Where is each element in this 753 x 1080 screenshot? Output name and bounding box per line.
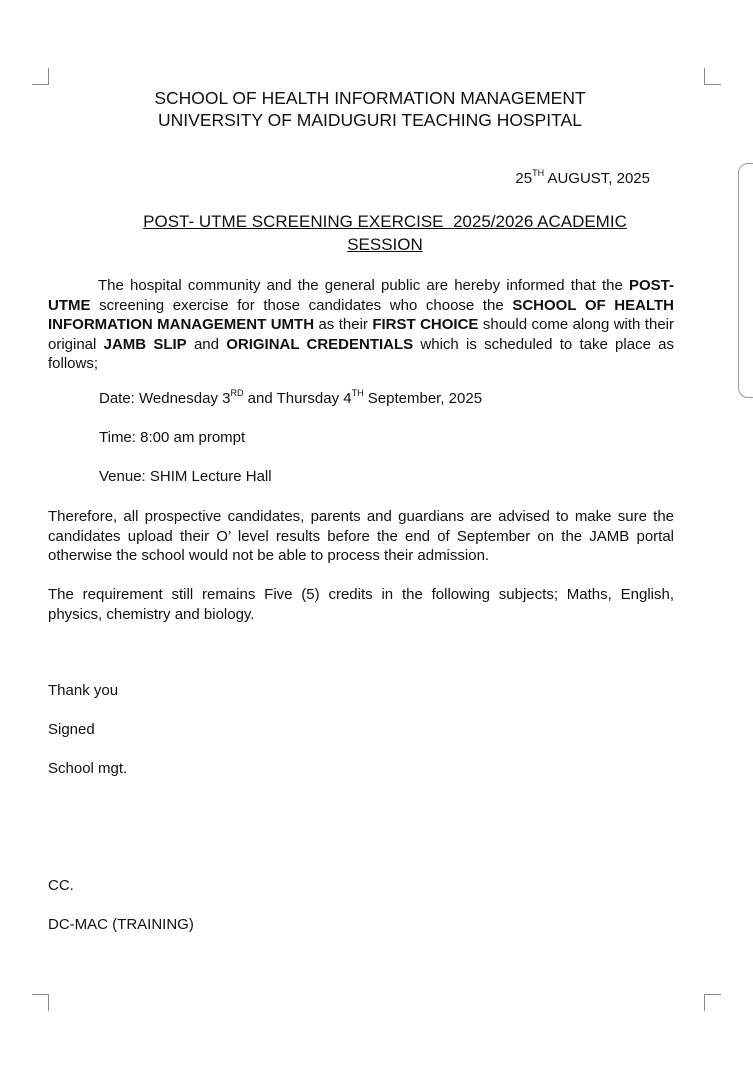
crop-mark-top-right (704, 68, 721, 85)
page-scroll-handle[interactable] (738, 163, 753, 398)
date-day: 25 (515, 170, 533, 187)
intro-bold-credentials: ORIGINAL CREDENTIALS (226, 335, 414, 353)
intro-text: screening exercise for those candidates who choose the (90, 296, 513, 314)
cc-label: CC. (48, 877, 74, 894)
intro-text: which is scheduled to take place as follows; (48, 335, 674, 372)
requirement-paragraph: The requirement still remains Five (5) credits in the following subjects; Maths, English, physics, chemistry and biology. (48, 586, 674, 623)
schedule-date-end: September, 2025 (363, 390, 483, 407)
intro-bold-post-utme: POST- UTME (48, 277, 674, 314)
notice-title-line1: POST- UTME SCREENING EXERCISE 2025/2026 ACADEMIC (143, 212, 627, 231)
institution-name: SCHOOL OF HEALTH INFORMATION MANAGEMENT (154, 88, 586, 108)
hospital-name: UNIVERSITY OF MAIDUGURI TEACHING HOSPITAL (158, 110, 582, 130)
cc-recipient: DC-MAC (TRAINING) (48, 916, 194, 933)
notice-title (100, 210, 670, 256)
crop-mark-bottom-right (704, 994, 721, 1011)
date-rest: AUGUST, 2025 (544, 170, 650, 187)
intro-paragraph (48, 276, 674, 374)
letter-date (515, 170, 650, 187)
schedule-time: Time: 8:00 am prompt (99, 429, 246, 446)
notice-title-line2: SESSION (347, 235, 423, 254)
intro-text: The hospital community and the general public are hereby informed that the (98, 277, 629, 294)
closing-signatory: School mgt. (48, 760, 128, 777)
schedule-venue: Venue: SHIM Lecture Hall (99, 468, 272, 485)
schedule-date-sup: RD (230, 388, 244, 398)
closing-signed: Signed (48, 721, 95, 738)
crop-mark-top-left (32, 68, 49, 85)
date-suffix: TH (532, 168, 545, 178)
schedule-date-sup: TH (351, 388, 364, 398)
intro-text: should come along with their original (48, 316, 674, 353)
intro-bold-first-choice: FIRST CHOICE (372, 316, 479, 333)
schedule-date-label: Date: Wednesday 3 (99, 390, 231, 407)
crop-mark-bottom-left (32, 994, 49, 1011)
intro-bold-school: SCHOOL OF HEALTH INFORMATION MANAGEMENT UMTH (48, 296, 674, 333)
intro-text: and (186, 335, 227, 353)
schedule-date (99, 390, 482, 407)
advice-paragraph: Therefore, all prospective candidates, parents and guardians are advised to make sure the candidates upload their O’ level results before the end of September on the JAMB portal otherwise the school would not be able to process their admission. (48, 508, 674, 564)
intro-text: as their (314, 316, 373, 333)
schedule-date-mid: and Thursday 4 (243, 390, 352, 407)
intro-bold-jamb-slip: JAMB SLIP (103, 335, 187, 353)
closing-thanks: Thank you (48, 682, 119, 699)
